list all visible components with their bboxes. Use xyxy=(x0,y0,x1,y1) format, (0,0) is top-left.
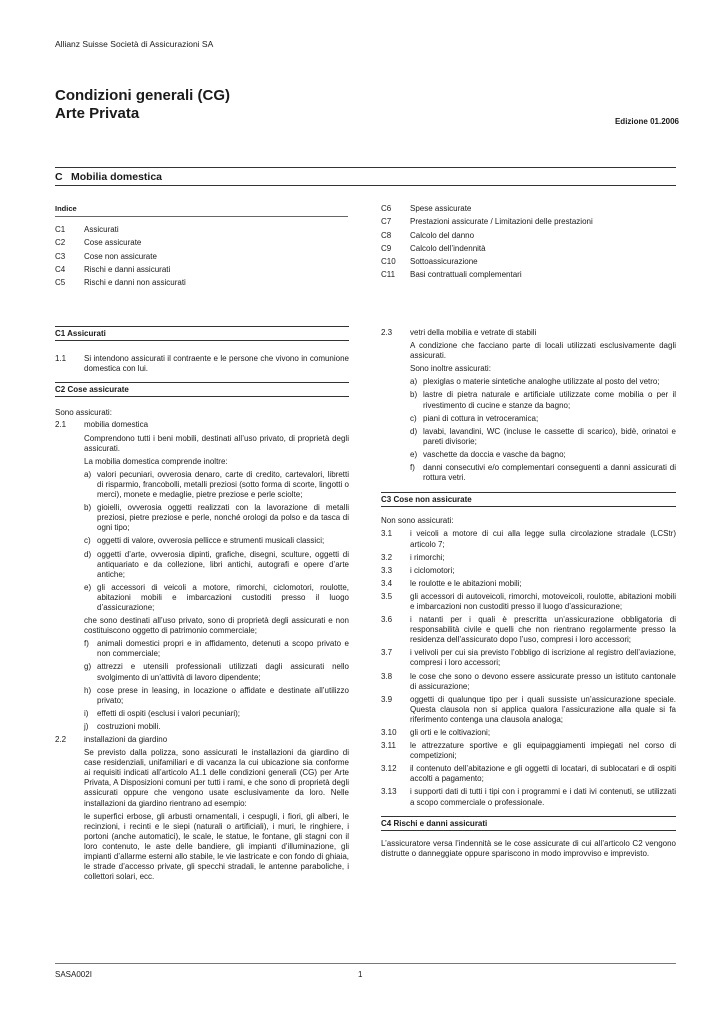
page-number: 1 xyxy=(358,970,363,979)
edition-label: Edizione 01.2006 xyxy=(614,117,679,126)
index-entry-label: Cose assicurate xyxy=(84,238,142,248)
c4-text: L’assicuratore versa l’indennità se le cose assicurate di cui all’articolo C2 vengono distrutte o danneggiate oppure spariscono in modo improvviso e imprevisto. xyxy=(381,838,676,858)
c3-intro: Non sono assicurati: xyxy=(381,516,454,526)
c2-2-1-list-letter: e) xyxy=(84,582,92,592)
index-left-list xyxy=(55,223,186,289)
c2-2-3-list-text: lavabi, lavandini, WC (incluse le cassette di scarico), bidè, orinatoi e pareti divisorie; xyxy=(423,426,676,446)
footer-rule xyxy=(55,963,676,964)
index-entry-code: C11 xyxy=(381,270,396,280)
c2-2-3-list-letter: a) xyxy=(410,377,418,387)
c2-item-2-3-list xyxy=(381,377,676,483)
c3-item-text: gli accessori di autoveicoli, rimorchi, motoveicoli, roulotte, abitazioni mobili e imbarcazioni non custoditi presso il luogo d’assicurazione; xyxy=(410,591,676,611)
c3-item-number: 3.4 xyxy=(381,578,393,588)
c2-2-1-list-letter: d) xyxy=(84,549,92,559)
c2-2-1-list2-letter: f) xyxy=(84,639,89,649)
c2-item-2-1-para2: La mobilia domestica comprende inoltre: xyxy=(84,456,228,466)
c3-item-number: 3.3 xyxy=(381,565,393,575)
c2-2-1-list-text: oggetti d’arte, ovverosia dipinti, grafiche, disegni, sculture, oggetti di antiquariato e da collezione, libri antichi, autografi e opere d’arte antiche; xyxy=(97,549,349,579)
index-entry-label: Sottoassicurazione xyxy=(410,257,478,267)
c3-item xyxy=(381,672,676,692)
c2-2-1-list2-entry xyxy=(84,662,349,682)
c2-2-3-list-text: vaschette da doccia e vasche da bagno; xyxy=(423,449,566,459)
c2-2-3-list-letter: c) xyxy=(410,413,417,423)
c2-item-2-3-para1: A condizione che facciano parte di locali utilizzati esclusivamente dagli assicurati. xyxy=(410,341,676,361)
c2-2-1-list-text: gli accessori di veicoli a motore, rimorchi, ciclomotori, roulotte, abitazioni mobili e imbarcazioni custoditi presso il luogo d’assicurazione; xyxy=(97,582,349,612)
c3-item xyxy=(381,592,676,612)
c2-2-1-list2-letter: h) xyxy=(84,685,92,695)
c2-item-2-1-title: mobilia domestica xyxy=(84,420,149,430)
section-letter: C xyxy=(55,171,63,183)
c2-item-2-3-para2: Sono inoltre assicurati: xyxy=(410,364,491,374)
c2-2-3-list-letter: e) xyxy=(410,449,418,459)
c2-2-3-list-text: plexiglas o materie sintetiche analoghe utilizzate al posto del vetro; xyxy=(423,377,660,387)
c2-item-2-2 xyxy=(55,735,349,882)
c1-item-text: Si intendono assicurati il contraente e le persone che vivono in comunione domestica con lui. xyxy=(84,354,349,374)
company-name: Allianz Suisse Società di Assicurazioni SA xyxy=(55,39,214,49)
c2-2-3-list-text: lastre di pietra naturale e artificiale utilizzate come mobilia o per il rivestimento di cucine e stanze da bagno; xyxy=(423,390,676,410)
c3-item-number: 3.9 xyxy=(381,694,393,704)
c2-2-3-list-entry xyxy=(410,414,676,424)
index-entry-c2 xyxy=(55,236,186,249)
c3-list xyxy=(381,529,676,807)
c2-item-2-1-number: 2.1 xyxy=(55,420,67,430)
c2-2-3-list-letter: d) xyxy=(410,426,418,436)
index-heading: Indice xyxy=(55,204,77,213)
c2-2-1-list2-entry xyxy=(84,639,349,659)
c3-item-text: i natanti per i quali è prescritta un’assicurazione obbligatoria di responsabilità civile e quelli che non rientrano regolarmente presso la residenza dell’assicurato dopo l’uso, compresi i loro accessori; xyxy=(410,615,676,645)
document-title xyxy=(55,87,230,123)
c2-2-1-list2-text: animali domestici propri e in affidamento, detenuti a scopo privato e non commerciale; xyxy=(97,639,349,659)
index-entry-code: C1 xyxy=(55,225,66,234)
c3-item xyxy=(381,741,676,761)
c2-item-2-2-number: 2.2 xyxy=(55,735,67,744)
c2-2-1-list-letter: c) xyxy=(84,536,91,546)
section-name: Mobilia domestica xyxy=(71,171,163,183)
right-column xyxy=(381,328,676,859)
c3-item-number: 3.11 xyxy=(381,741,396,751)
index-entry-c4 xyxy=(55,263,186,276)
c3-item-text: i supporti dati di tutti i tipi con i programmi e i dati ivi contenuti, se utilizzati a scopo commerciale o professionale. xyxy=(410,787,676,807)
c2-2-1-list-entry xyxy=(84,503,349,533)
section-rule-top xyxy=(55,167,676,168)
c2-2-1-list-text: valori pecuniari, ovverosia denaro, carte di credito, cartevalori, libretti di risparmio, francobolli, metalli preziosi (sotto forma di scorte, lingotti o merci), monete e medaglie, pietre preziose e perle sciolte; xyxy=(97,469,349,500)
c2-item-2-1-list2 xyxy=(55,639,349,732)
index-entry-label: Calcolo dell’indennità xyxy=(410,243,486,253)
c3-item-number: 3.2 xyxy=(381,552,393,562)
index-entry-label: Calcolo del danno xyxy=(410,230,475,240)
index-entry-c10 xyxy=(381,255,593,268)
c2-2-1-list2-letter: i) xyxy=(84,708,89,718)
c2-2-1-list-letter: a) xyxy=(84,469,92,479)
index-entry-c3 xyxy=(55,250,186,263)
c3-item-text: i veicoli a motore di cui alla legge sulla circolazione stradale (LCStr) articolo 7; xyxy=(410,529,676,549)
c2-2-3-list-text: danni consecutivi e/o complementari conseguenti a danni assicurati di rottura vetri. xyxy=(423,463,676,483)
c2-item-2-3 xyxy=(381,328,676,374)
c3-item-text: oggetti di qualunque tipo per i quali sussiste un’assicurazione speciale. Questa clausola non si applica qualora l’assicurazione alla quale si fa riferimento contenga una clausola analoga; xyxy=(410,694,676,724)
c3-item-text: i velivoli per cui sia previsto l’obbligo di iscrizione al registro dell’aviazione, compresi i loro accessori; xyxy=(410,648,676,668)
index-entry-label: Prestazioni assicurate / Limitazioni delle prestazioni xyxy=(410,217,593,227)
c2-heading: C2 Cose assicurate xyxy=(55,382,349,397)
index-heading-rule xyxy=(55,216,348,217)
index-entry-code: C4 xyxy=(55,264,66,274)
index-entry-label: Assicurati xyxy=(84,225,119,234)
c2-item-2-1-body xyxy=(84,420,349,466)
c3-item-number: 3.7 xyxy=(381,648,393,658)
section-title xyxy=(55,171,162,183)
index-entry-code: C9 xyxy=(381,243,392,253)
c2-2-3-list-entry xyxy=(410,390,676,410)
c2-2-3-list-entry xyxy=(410,450,676,460)
c3-item xyxy=(381,566,676,576)
index-entry-label: Spese assicurate xyxy=(410,204,472,213)
c3-item-number: 3.13 xyxy=(381,787,397,797)
c2-2-1-list2-entry xyxy=(84,722,349,732)
c3-item-number: 3.6 xyxy=(381,615,393,625)
c3-heading: C3 Cose non assicurate xyxy=(381,492,676,507)
title-line-1: Condizioni generali (CG) xyxy=(55,87,230,104)
index-entry-code: C2 xyxy=(55,238,66,248)
index-entry-c5 xyxy=(55,276,186,289)
c1-item xyxy=(55,354,349,374)
index-entry-c7 xyxy=(381,215,593,228)
c3-item xyxy=(381,695,676,725)
c2-2-1-list2-entry xyxy=(84,686,349,706)
c3-item xyxy=(381,529,676,549)
c2-2-1-list2-text: effetti di ospiti (esclusi i valori pecuniari); xyxy=(97,708,241,718)
c3-item-text: il contenuto dell’abitazione e gli oggetti di locatari, di sublocatari e di ospiti accolti a pagamento; xyxy=(410,764,676,784)
c2-item-2-2-body xyxy=(84,735,349,882)
index-entry-code: C8 xyxy=(381,230,392,240)
c3-item-number: 3.12 xyxy=(381,764,397,774)
c2-item-2-3-number: 2.3 xyxy=(381,328,393,337)
c3-item-text: le roulotte e le abitazioni mobili; xyxy=(410,578,522,588)
c3-item-number: 3.10 xyxy=(381,728,397,737)
c3-item-number: 3.1 xyxy=(381,529,393,539)
index-entry-code: C3 xyxy=(55,251,66,261)
c3-item-text: i ciclomotori; xyxy=(410,565,455,575)
index-entry-code: C7 xyxy=(381,217,392,227)
index-entry-c8 xyxy=(381,229,593,242)
c2-item-2-1-para1: Comprendono tutti i beni mobili, destinati all’uso privato, di proprietà degli assicurati. xyxy=(84,433,349,453)
left-column xyxy=(55,326,349,882)
index-entry-code: C5 xyxy=(55,278,66,288)
index-entry-label: Basi contrattuali complementari xyxy=(410,270,522,280)
section-rule-bottom xyxy=(55,185,676,186)
title-line-2: Arte Privata xyxy=(55,105,140,122)
index-entry-code: C6 xyxy=(381,204,392,213)
c3-item-number: 3.8 xyxy=(381,671,393,681)
c2-2-1-list2-entry xyxy=(84,709,349,719)
c2-2-3-list-letter: b) xyxy=(410,390,418,400)
c2-item-2-1 xyxy=(55,420,349,466)
c2-2-3-list-letter: f) xyxy=(410,463,415,473)
c2-2-1-list2-text: attrezzi e utensili professionali utilizzati dagli assicurati nello svolgimento di un’attività di lavoro dipendente; xyxy=(97,662,349,682)
c3-item-text: gli orti e le coltivazioni; xyxy=(410,728,491,737)
index-right-list xyxy=(381,202,593,282)
index-entry-c9 xyxy=(381,242,593,255)
c2-2-1-list2-letter: g) xyxy=(84,662,92,672)
footer-document-code: SASA002I xyxy=(55,970,92,979)
index-entry-label: Rischi e danni assicurati xyxy=(84,264,171,274)
c2-item-2-2-para2: le superfici erbose, gli arbusti ornamentali, i cespugli, i fiori, gli alberi, le recinzioni, i recinti e le siepi (naturali o artificiali), i muri, le ringhiere, i portoni (anche automatici), le scale, le statue, le fontane, gli stagni con il loro contenuto, le aste delle bandiere, gli impianti d’illuminazione, gli impianti d’allarme esterni allo stabile, le vie lastricate e con fondo di ghiaia, le strade d’accesso private, gli specchi stradali, le antenne paraboliche, i collettori solari, ecc. xyxy=(84,811,349,882)
c2-intro: Sono assicurati: xyxy=(55,408,112,418)
c2-item-2-3-title: vetri della mobilia e vetrate di stabili xyxy=(410,328,537,337)
c2-2-1-list-entry xyxy=(84,536,349,546)
index-entry-label: Rischi e danni non assicurati xyxy=(84,278,186,288)
c2-2-1-list-entry xyxy=(84,583,349,613)
c3-item xyxy=(381,615,676,645)
c2-item-2-2-title: installazioni da giardino xyxy=(84,735,168,744)
c3-item xyxy=(381,728,676,738)
index-entry-c1 xyxy=(55,223,186,236)
index-entry-code: C10 xyxy=(381,257,396,267)
index-entry-label: Cose non assicurate xyxy=(84,251,157,261)
c2-2-3-list-text: piani di cottura in vetroceramica; xyxy=(423,413,539,423)
c2-item-2-2-para1: Se previsto dalla polizza, sono assicurati le installazioni da giardino di case residenziali, unifamiliari e di vacanza la cui ubicazione sia conforme ai requisiti indicati all’articolo A1.1 delle condizioni generali (CG) per Arte Privata, A Disposizioni comuni per tutti i rami, e che sono di proprietà degli assicurati oppure che vengono usate esclusivamente da loro. Nelle installazioni da giardino rientrano ad esempio: xyxy=(84,748,349,808)
index-entry-c6 xyxy=(381,202,593,215)
c4-heading: C4 Rischi e danni assicurati xyxy=(381,816,676,831)
c3-item xyxy=(381,764,676,784)
index-entry-c11 xyxy=(381,268,593,281)
c3-item xyxy=(381,648,676,668)
c2-2-1-list-entry xyxy=(84,470,349,500)
c2-2-1-list-text: oggetti di valore, ovverosia pellicce e strumenti musicali classici; xyxy=(97,536,325,546)
c2-item-2-1-para3: che sono destinati all’uso privato, sono di proprietà degli assicurati e non costituiscono oggetto di patrimonio commerciale; xyxy=(84,616,349,636)
c3-item xyxy=(381,553,676,563)
c3-item xyxy=(381,787,676,807)
c2-2-1-list-text: gioielli, ovverosia oggetti realizzati con la lavorazione di metalli preziosi, pietre preziose e perle, nonché orologi da polso e da tasca di ogni tipo; xyxy=(97,503,349,533)
c1-heading: C1 Assicurati xyxy=(55,326,349,341)
c2-item-2-3-body xyxy=(410,328,676,374)
c2-2-1-list-letter: b) xyxy=(84,503,92,513)
c2-2-3-list-entry xyxy=(410,463,676,483)
c2-2-1-list2-text: cose prese in leasing, in locazione o affidate e destinate all’utilizzo privato; xyxy=(97,685,349,705)
c3-item-text: le cose che sono o devono essere assicurate presso un istituto cantonale di assicurazione; xyxy=(410,671,676,691)
c3-item xyxy=(381,579,676,589)
c2-item-2-1-list xyxy=(55,470,349,613)
c3-item-text: le attrezzature sportive e gli equipaggiamenti impiegati nel corso di competizioni; xyxy=(410,741,676,761)
c2-2-1-list-entry xyxy=(84,550,349,580)
c2-2-1-list2-letter: j) xyxy=(84,721,89,731)
c2-2-3-list-entry xyxy=(410,427,676,447)
c1-item-number: 1.1 xyxy=(55,354,67,364)
c2-2-1-list2-text: costruzioni mobili. xyxy=(97,721,161,731)
c3-item-number: 3.5 xyxy=(381,591,393,601)
c2-2-3-list-entry xyxy=(410,377,676,387)
c3-item-text: i rimorchi; xyxy=(410,552,445,562)
